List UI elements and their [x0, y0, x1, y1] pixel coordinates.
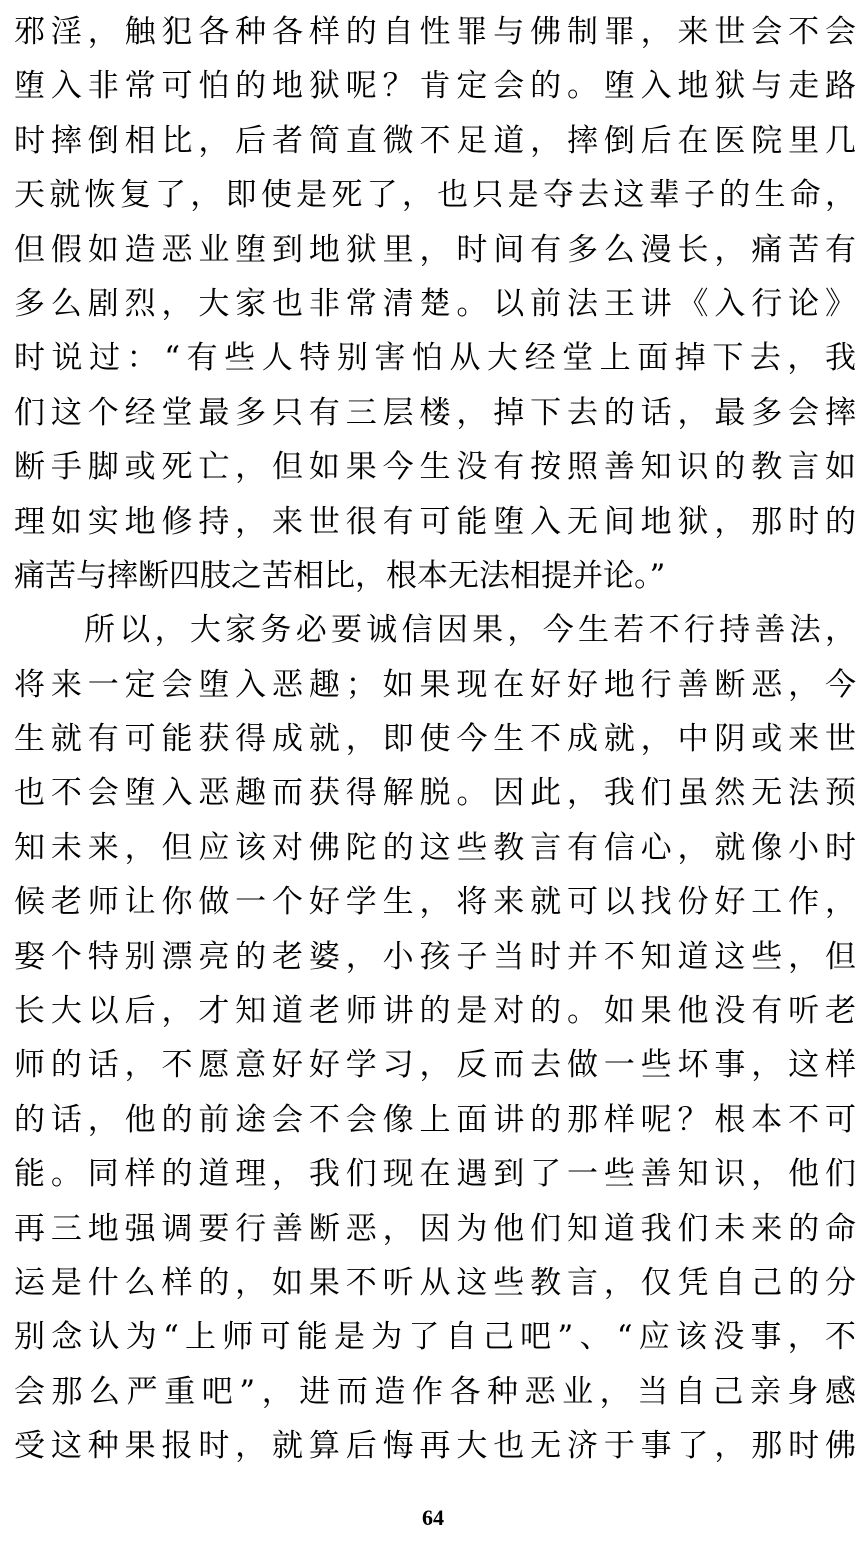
- text-line: 时说过：“有些人特别害怕从大经堂上面掉下去，我: [14, 340, 856, 377]
- page-number: 64: [422, 1505, 444, 1530]
- text-line: 生就有可能获得成就，即使今生不成就，中阴或来世: [14, 721, 856, 758]
- text-line: 理如实地修持，来世很有可能堕入无间地狱，那时的: [14, 503, 856, 540]
- text-line: 们这个经堂最多只有三层楼，掉下去的话，最多会摔: [14, 394, 856, 431]
- text-line: 堕入非常可怕的地狱呢？肯定会的。堕入地狱与走路: [14, 68, 856, 105]
- text-line: 别念认为“上师可能是为了自己吧”、“应该没事，不: [14, 1319, 856, 1356]
- text-line: 断手脚或死亡，但如果今生没有按照善知识的教言如: [14, 449, 856, 486]
- text-line: 的话，他的前途会不会像上面讲的那样呢？根本不可: [14, 1101, 856, 1138]
- text-line: 也不会堕入恶趣而获得解脱。因此，我们虽然无法预: [14, 775, 856, 812]
- text-line: 运是什么样的，如果不听从这些教言，仅凭自己的分: [14, 1264, 856, 1301]
- text-line: 能。同样的道理，我们现在遇到了一些善知识，他们: [14, 1156, 856, 1193]
- text-line: 娶个特别漂亮的老婆，小孩子当时并不知道这些，但: [14, 938, 856, 975]
- text-line: 会那么严重吧”，进而造作各种恶业，当自己亲身感: [14, 1373, 856, 1410]
- text-line: 但假如造恶业堕到地狱里，时间有多么漫长，痛苦有: [14, 231, 856, 268]
- text-line: 长大以后，才知道老师讲的是对的。如果他没有听老: [14, 993, 856, 1030]
- text-line: 知未来，但应该对佛陀的这些教言有信心，就像小时: [14, 829, 856, 866]
- text-line: 邪淫，触犯各种各样的自性罪与佛制罪，来世会不会: [14, 14, 856, 50]
- text-line: 将来一定会堕入恶趣；如果现在好好地行善断恶，今: [14, 666, 856, 703]
- text-line: 时摔倒相比，后者简直微不足道，摔倒后在医院里几: [14, 122, 856, 159]
- text-line: 师的话，不愿意好好学习，反而去做一些坏事，这样: [14, 1047, 856, 1084]
- text-line: 候老师让你做一个好学生，将来就可以找份好工作，: [14, 884, 856, 921]
- text-line: 受这种果报时，就算后悔再大也无济于事了，那时佛: [14, 1428, 856, 1465]
- body-text: [14, 5, 856, 1474]
- text-line: 再三地强调要行善断恶，因为他们知道我们未来的命: [14, 1210, 856, 1247]
- text-line: 天就恢复了，即使是死了，也只是夺去这辈子的生命，: [14, 177, 856, 214]
- text-line: 多么剧烈，大家也非常清楚。以前法王讲《入行论》: [14, 285, 856, 322]
- paragraph-first-line: 所以，大家务必要诚信因果，今生若不行持善法，: [84, 612, 856, 649]
- text-line: 痛苦与摔断四肢之苦相比，根本无法相提并论。”: [14, 557, 666, 594]
